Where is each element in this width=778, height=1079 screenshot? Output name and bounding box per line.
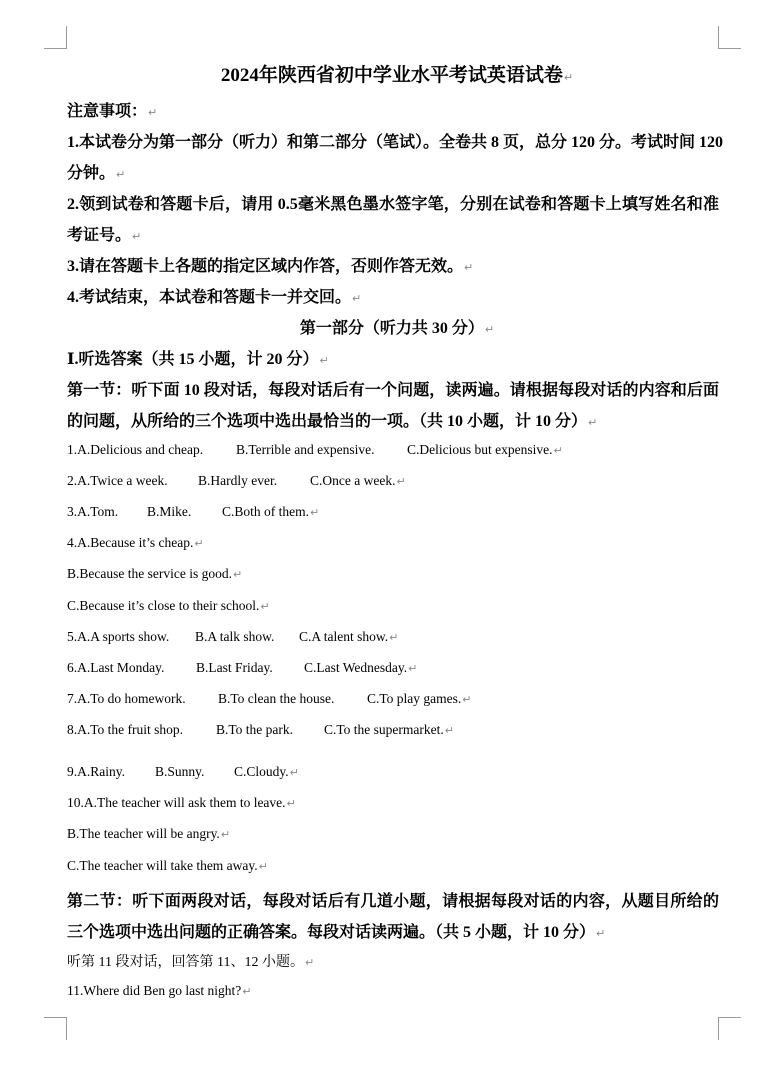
note-3: 3.请在答题卡上各题的指定区域内作答，否则作答无效。↵ bbox=[67, 258, 474, 275]
corner-mark-bottom-left bbox=[44, 1017, 67, 1040]
notes-heading: 注意事项：↵ bbox=[67, 103, 158, 120]
section-one-heading: Ⅰ.听选答案（共 15 小题，计 20 分）↵ bbox=[67, 351, 329, 368]
note-2-line-2: 考证号。↵ bbox=[67, 227, 142, 244]
corner-mark-top-right bbox=[718, 26, 741, 49]
note-4: 4.考试结束，本试卷和答题卡一并交回。↵ bbox=[67, 289, 362, 306]
question-4: 4.A.Because it’s cheap.↵ bbox=[67, 535, 204, 550]
question-5: 5.A.A sports show. B.A talk show. C.A talent show.↵ bbox=[67, 629, 399, 644]
subsection-two-instructions-line-1: 第二节：听下面两段对话，每段对话后有几道小题，请根据每段对话的内容，从题目所给的 bbox=[67, 893, 719, 910]
subsection-one-instructions-line-1: 第一节：听下面 10 段对话，每段对话后有一个问题，读两遍。请根据每段对话的内容和后面 bbox=[67, 382, 719, 399]
note-2-line-1: 2.领到试卷和答题卡后，请用 0.5毫米黑色墨水签字笔，分别在试卷和答题卡上填写姓名和准 bbox=[67, 196, 719, 213]
subsection-one-instructions-line-2: 的问题，从所给的三个选项中选出最恰当的一项。（共 10 小题，计 10 分）↵ bbox=[67, 413, 598, 430]
question-4-option-c: C.Because it’s close to their school.↵ bbox=[67, 598, 270, 613]
part-one-heading: 第一部分（听力共 30 分）↵ bbox=[299, 320, 495, 337]
question-1: 1.A.Delicious and cheap. B.Terrible and expensive. C.Delicious but expensive.↵ bbox=[67, 442, 563, 457]
question-6: 6.A.Last Monday. B.Last Friday. C.Last Wednesday.↵ bbox=[67, 660, 418, 675]
note-1-line-2: 分钟。↵ bbox=[67, 165, 126, 182]
question-10-option-c: C.The teacher will take them away.↵ bbox=[67, 858, 268, 873]
question-10: 10.A.The teacher will ask them to leave.↵ bbox=[67, 795, 296, 810]
document-title: 2024年陕西省初中学业水平考试英语试卷↵ bbox=[220, 65, 574, 86]
question-10-option-b: B.The teacher will be angry.↵ bbox=[67, 826, 231, 841]
question-8: 8.A.To the fruit shop. B.To the park. C.To the supermarket.↵ bbox=[67, 722, 454, 737]
corner-mark-bottom-right bbox=[718, 1017, 741, 1040]
note-1-line-1: 1.本试卷分为第一部分（听力）和第二部分（笔试）。全卷共 8 页，总分 120 分。考试时间 120 bbox=[67, 134, 724, 151]
question-9: 9.A.Rainy. B.Sunny. C.Cloudy.↵ bbox=[67, 764, 299, 779]
question-2: 2.A.Twice a week. B.Hardly ever. C.Once a week.↵ bbox=[67, 473, 406, 488]
question-4-option-b: B.Because the service is good.↵ bbox=[67, 566, 243, 581]
question-11: 11.Where did Ben go last night?↵ bbox=[67, 983, 252, 998]
dialog-11-intro: 听第 11 段对话，回答第 11、12 小题。↵ bbox=[67, 955, 315, 970]
question-3: 3.A.Tom. B.Mike. C.Both of them.↵ bbox=[67, 504, 320, 519]
corner-mark-top-left bbox=[44, 26, 67, 49]
question-7: 7.A.To do homework. B.To clean the house. C.To play games.↵ bbox=[67, 691, 472, 706]
subsection-two-instructions-line-2: 三个选项中选出问题的正确答案。每段对话读两遍。（共 5 小题，计 10 分）↵ bbox=[67, 924, 606, 941]
